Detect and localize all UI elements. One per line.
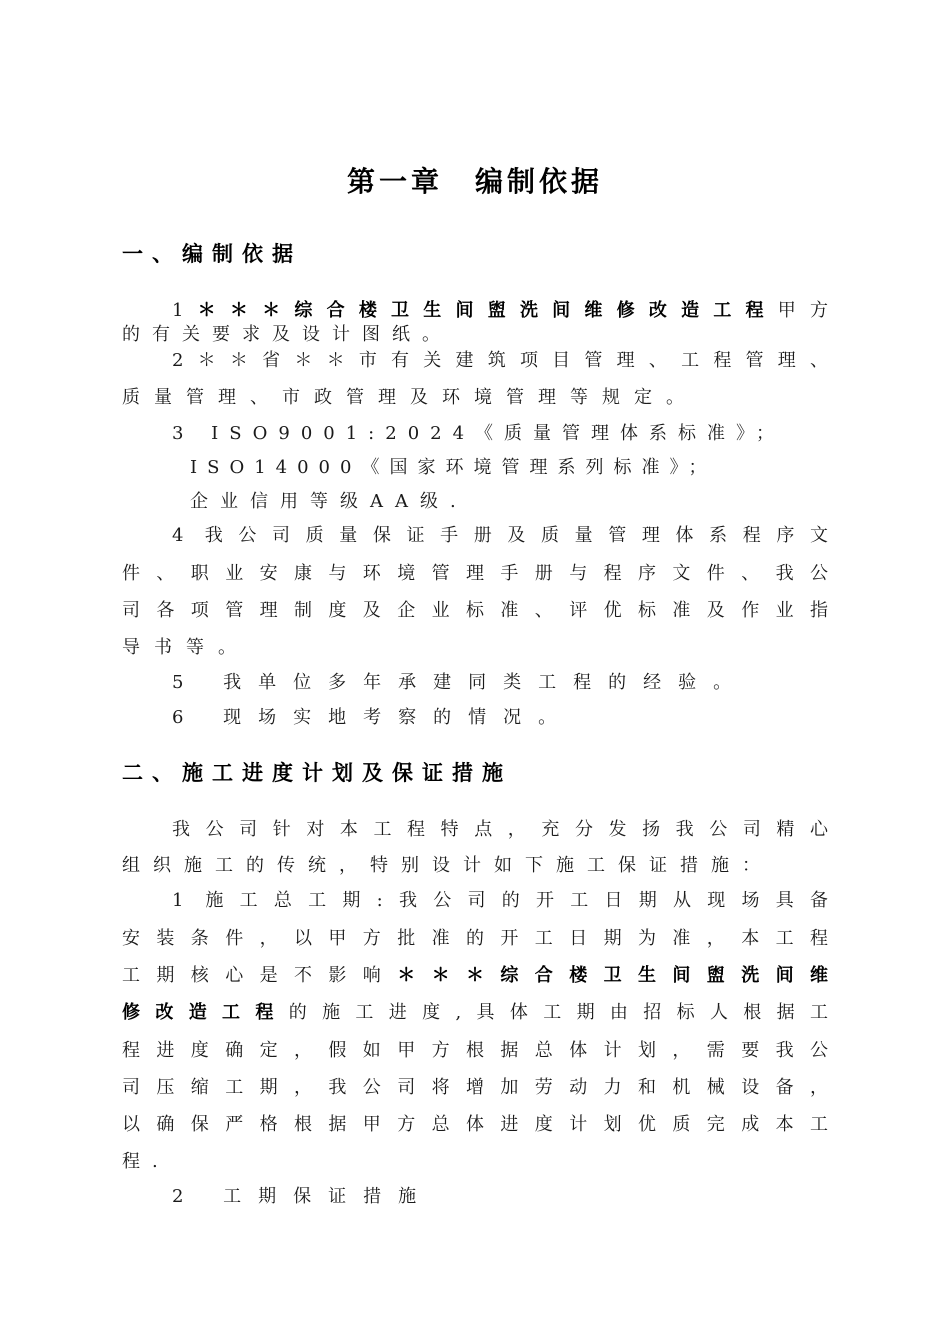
- paragraph-line: ISO14000《国家环境管理系列标准》；: [190, 457, 717, 478]
- paragraph-line: 5 我单位多年承建同类工程的经验。: [172, 672, 749, 693]
- paragraph-line: 件、职业安康与环境管理手册与程序文件、我公: [122, 563, 828, 584]
- item-number: 1: [172, 300, 184, 321]
- paragraph-line: [122, 998, 828, 1024]
- paragraph-line: 4 我公司质量保证手册及质量管理体系程序文: [172, 525, 828, 546]
- paragraph-line: 3 ISO9001:2024《质量管理体系标准》；: [172, 423, 786, 444]
- text-fragment: 的施工进度,具体工期由招标人根据工: [288, 1002, 828, 1023]
- paragraph-line: 程进度确定，假如甲方根据总体计划，需要我公: [122, 1040, 828, 1061]
- paragraph-line: 的有关要求及设计图纸。: [122, 324, 452, 345]
- paragraph-line: [122, 296, 828, 322]
- paragraph-line: 1 施工总工期:我公司的开工日期从现场具备: [172, 890, 828, 911]
- paragraph-line: 安装条件，以甲方批准的开工日期为准，本工程: [122, 928, 828, 949]
- text-fragment: 甲方: [777, 300, 829, 321]
- paragraph-line: 以确保严格根据甲方总体进度计划优质完成本工: [122, 1114, 828, 1135]
- paragraph-line: 程.: [122, 1151, 170, 1172]
- paragraph-line: [122, 961, 828, 987]
- project-name: ＊＊＊综合楼卫生间盥洗间维: [397, 965, 829, 986]
- chapter-title: 第一章 编制依据: [346, 165, 603, 198]
- paragraph-line: 质量管理、市政管理及环境管理等规定。: [122, 387, 698, 408]
- section-heading-2: 二、施工进度计划及保证措施: [122, 761, 512, 785]
- paragraph-line: 导书等。: [122, 637, 250, 658]
- paragraph-line: 司各项管理制度及企业标准、评优标准及作业指: [122, 600, 828, 621]
- paragraph-line: 企业信用等级AA级.: [190, 491, 468, 512]
- paragraph-line: 组织施工的传统，特别设计如下施工保证措施：: [122, 855, 773, 876]
- project-name: ＊＊＊综合楼卫生间盥洗间维修改造工程: [183, 300, 778, 321]
- project-name: 修改造工程: [122, 1002, 289, 1023]
- section-heading-1: 一、编制依据: [122, 242, 302, 266]
- paragraph-line: 2＊＊省＊＊市有关建筑项目管理、工程管理、: [172, 350, 828, 371]
- paragraph-line: 2 工期保证措施: [172, 1186, 434, 1207]
- paragraph-line: 我公司针对本工程特点，充分发扬我公司精心: [172, 819, 828, 840]
- paragraph-line: 司压缩工期，我公司将增加劳动力和机械设备，: [122, 1077, 828, 1098]
- paragraph-line: 6 现场实地考察的情况。: [172, 707, 574, 728]
- text-fragment: 工期核心是不影响: [122, 965, 398, 986]
